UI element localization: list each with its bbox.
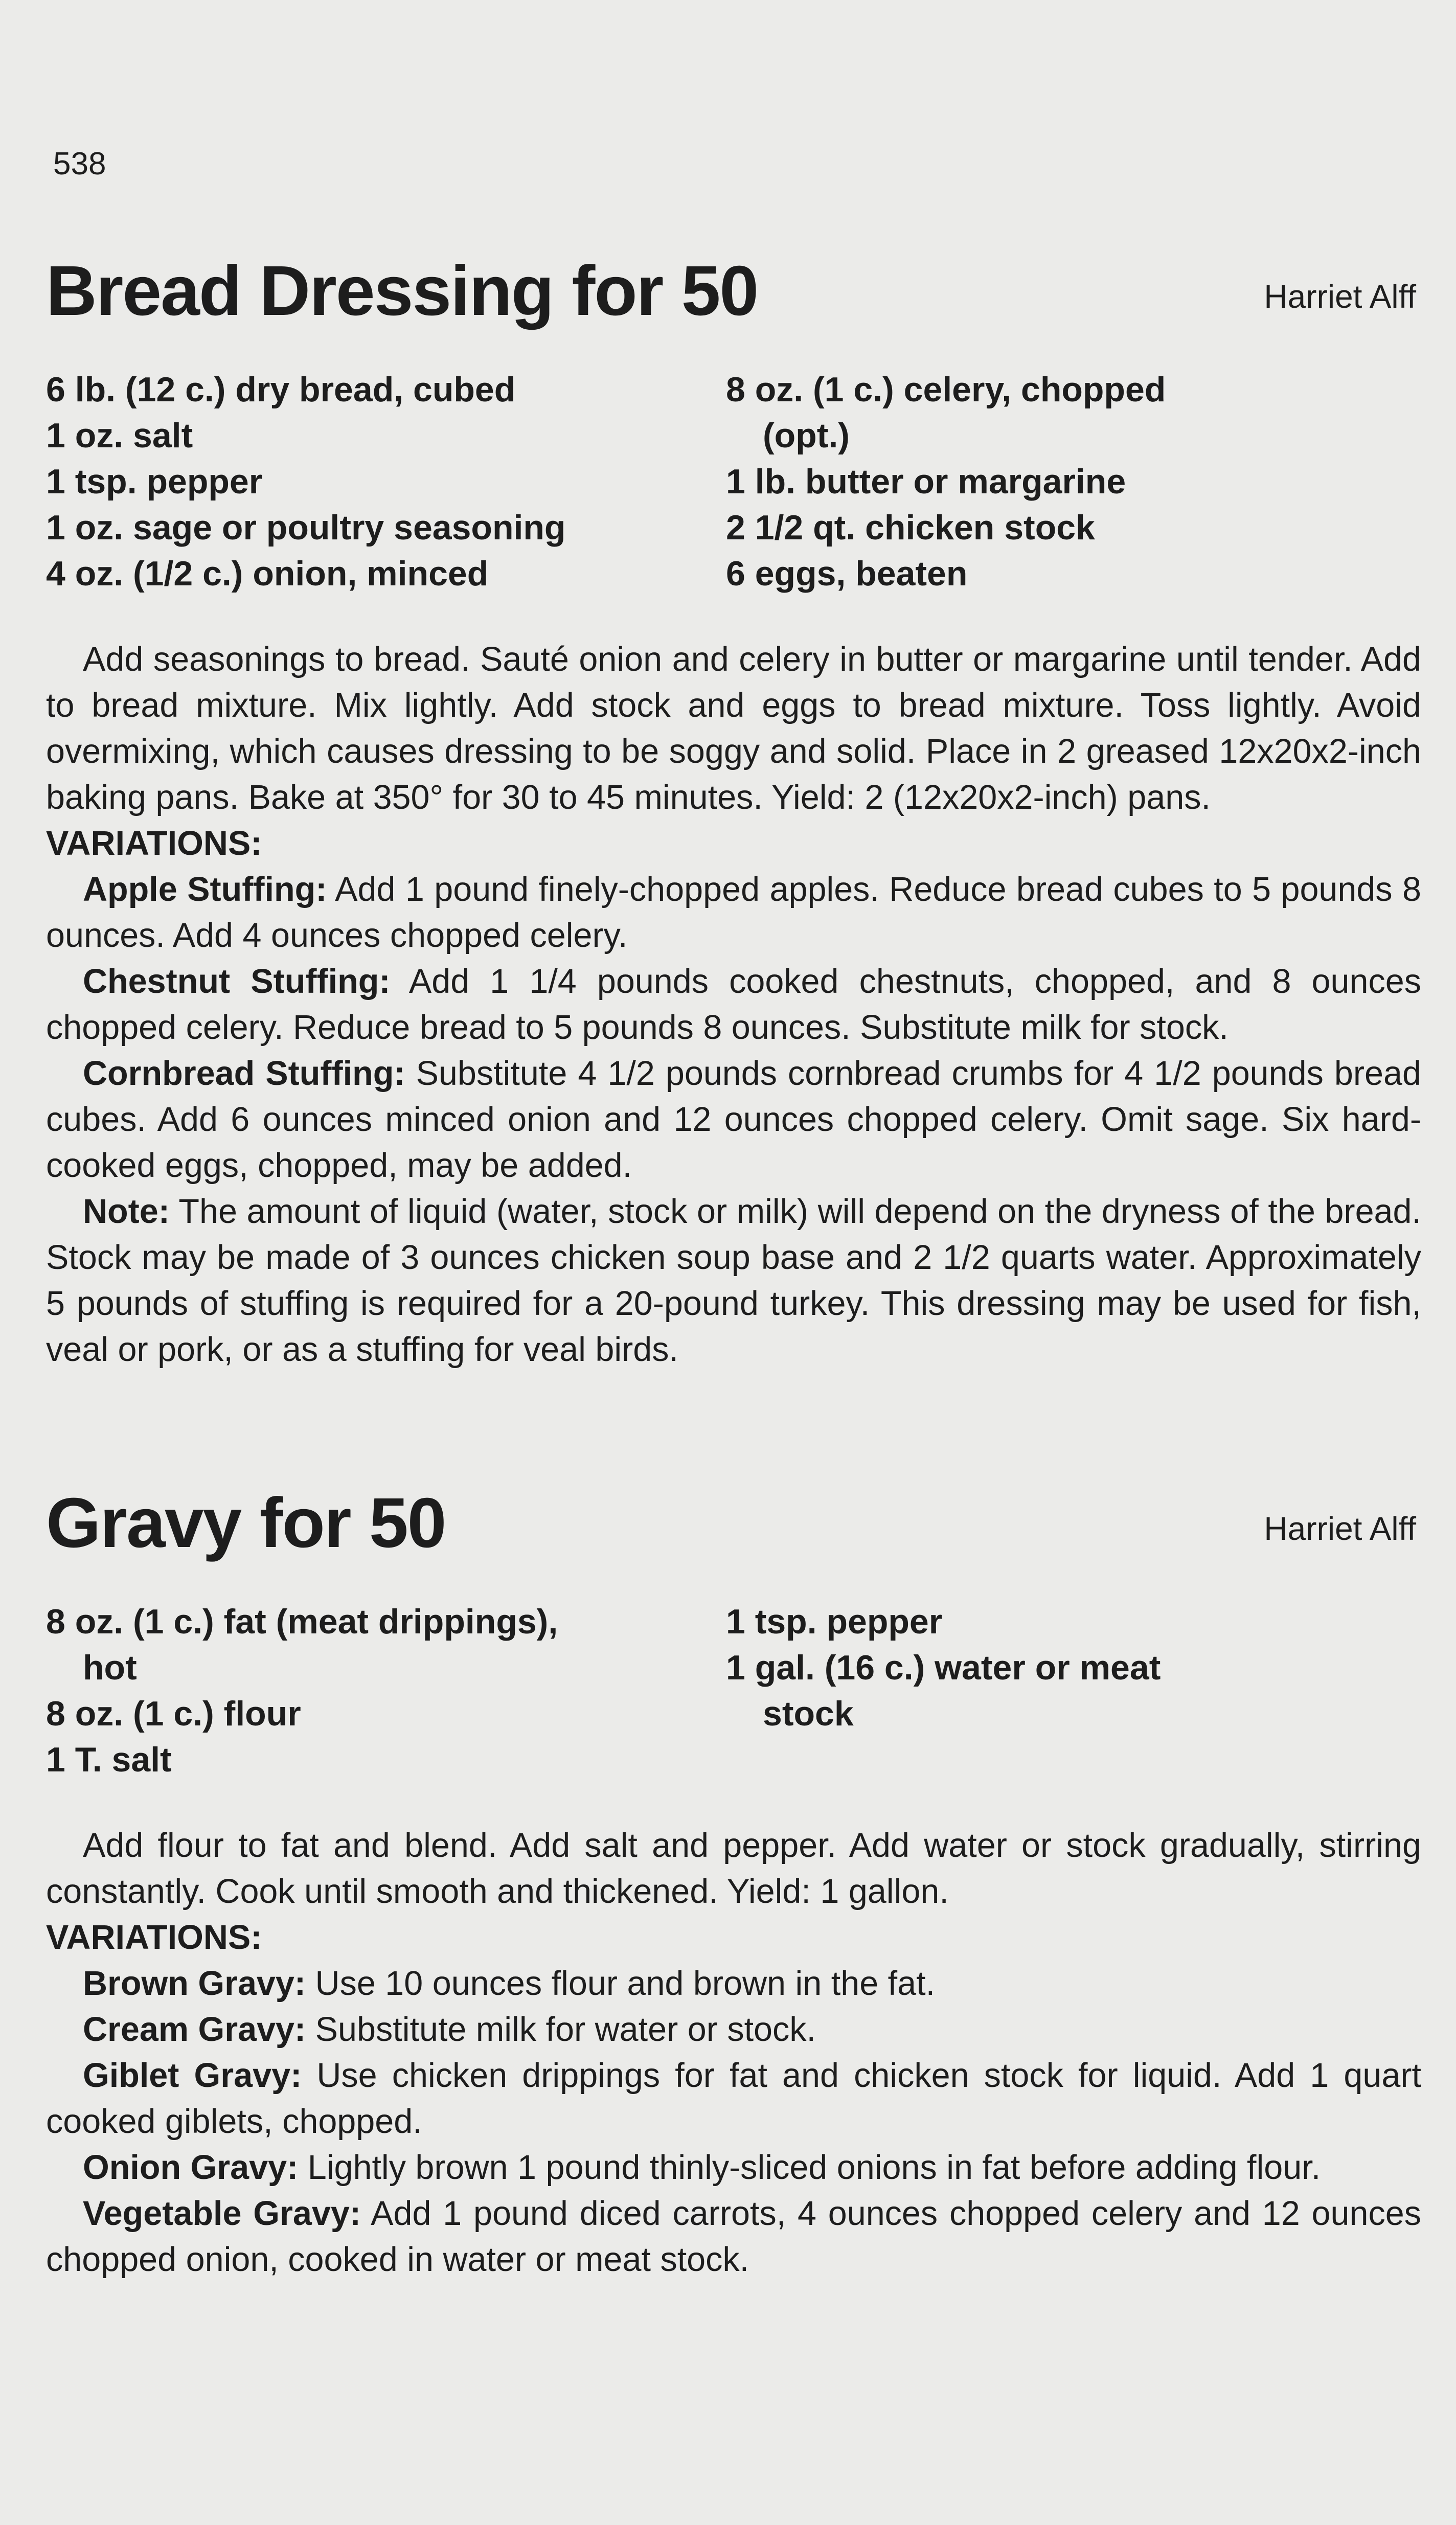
recipe-header bbox=[46, 1483, 1421, 1564]
variation-item: Chestnut Stuffing: Add 1 1/4 pounds cooked chestnuts, chopped, and 8 ounces chopped celery. Reduce bread to 5 pounds 8 ounces. Substitute milk for stock. bbox=[46, 962, 1421, 1047]
ingredient: 1 lb. butter or margarine bbox=[726, 462, 1126, 501]
ingredient-list bbox=[46, 367, 1421, 597]
ingredient: 1 tsp. pepper bbox=[46, 462, 263, 501]
ingredient: 1 tsp. pepper bbox=[726, 1602, 943, 1641]
variation-item: Cornbread Stuffing: Substitute 4 1/2 pounds cornbread crumbs for 4 1/2 pounds bread cubes. Add 6 ounces minced onion and 12 ounces chopped celery. Omit sage. Six hard-cooked eggs, chopped, may be added. bbox=[46, 1054, 1421, 1185]
recipe-author: Harriet Alff bbox=[1264, 278, 1416, 315]
recipe-author: Harriet Alff bbox=[1264, 1510, 1416, 1547]
directions-text: Add seasonings to bread. Sauté onion and celery in butter or margarine until tender. Add to bread mixture. Mix lightly. Add stock and eggs to bread mixture. Toss lightly. Avoid overmixing, which causes dressing to be soggy and solid. Place in 2 greased 12x20x2-inch baking pans. Bake at 350° for 30 to 45 minutes. Yield: 2 (12x20x2-inch) pans. bbox=[46, 640, 1421, 816]
recipe-title: Bread Dressing for 50 bbox=[46, 252, 758, 330]
recipe-note: Note: The amount of liquid (water, stock or milk) will depend on the dryness of the bread. Stock may be made of 3 ounces chicken soup base and 2 1/2 quarts water. Approximately 5 pounds of stuffing is required for a 20-pound turkey. This dressing may be used for fish, veal or pork, or as a stuffing for veal birds. bbox=[46, 1192, 1421, 1369]
ingredient: 1 gal. (16 c.) water or meat stock bbox=[726, 1648, 1161, 1733]
ingredient: 6 lb. (12 c.) dry bread, cubed bbox=[46, 370, 516, 409]
variation-item: Brown Gravy: Use 10 ounces flour and brown in the fat. bbox=[83, 1964, 936, 2003]
variations-heading: VARIATIONS: bbox=[46, 824, 262, 862]
recipe-gravy bbox=[46, 1483, 1421, 2283]
ingredient: 1 oz. sage or poultry seasoning bbox=[46, 508, 566, 547]
page-number: 538 bbox=[53, 146, 106, 181]
recipe-title: Gravy for 50 bbox=[46, 1484, 446, 1562]
ingredient: 1 oz. salt bbox=[46, 416, 193, 455]
ingredient: 6 eggs, beaten bbox=[726, 554, 968, 593]
ingredient: 8 oz. (1 c.) flour bbox=[46, 1694, 301, 1733]
ingredient-column-left bbox=[46, 1599, 726, 1783]
ingredient-column-left bbox=[46, 367, 726, 597]
variations-heading: VARIATIONS: bbox=[46, 1918, 262, 1957]
recipe-directions bbox=[46, 636, 1421, 1373]
recipe-directions bbox=[46, 1823, 1421, 2283]
variation-item: Onion Gravy: Lightly brown 1 pound thinly-sliced onions in fat before adding flour. bbox=[83, 2148, 1321, 2187]
ingredient-column-right bbox=[726, 1599, 1406, 1783]
variation-item: Giblet Gravy: Use chicken drippings for fat and chicken stock for liquid. Add 1 quart cooked giblets, chopped. bbox=[46, 2056, 1421, 2141]
variation-item: Vegetable Gravy: Add 1 pound diced carrots, 4 ounces chopped celery and 12 ounces chopped onion, cooked in water or meat stock. bbox=[46, 2194, 1421, 2279]
recipe-bread-dressing bbox=[46, 251, 1421, 1373]
variation-item: Apple Stuffing: Add 1 pound finely-chopped apples. Reduce bread cubes to 5 pounds 8 ounces. Add 4 ounces chopped celery. bbox=[46, 870, 1422, 954]
ingredient: 1 T. salt bbox=[46, 1740, 172, 1779]
recipe-header bbox=[46, 251, 1421, 332]
ingredient-list bbox=[46, 1599, 1421, 1783]
ingredient: 8 oz. (1 c.) celery, chopped (opt.) bbox=[726, 370, 1166, 455]
ingredient: 4 oz. (1/2 c.) onion, minced bbox=[46, 554, 489, 593]
variation-item: Cream Gravy: Substitute milk for water or stock. bbox=[83, 2010, 816, 2049]
ingredient: 8 oz. (1 c.) fat (meat drippings), hot bbox=[46, 1602, 558, 1687]
directions-text: Add flour to fat and blend. Add salt and pepper. Add water or stock gradually, stirring constantly. Cook until smooth and thickened. Yield: 1 gallon. bbox=[46, 1826, 1421, 1910]
ingredient: 2 1/2 qt. chicken stock bbox=[726, 508, 1095, 547]
ingredient-column-right bbox=[726, 367, 1406, 597]
